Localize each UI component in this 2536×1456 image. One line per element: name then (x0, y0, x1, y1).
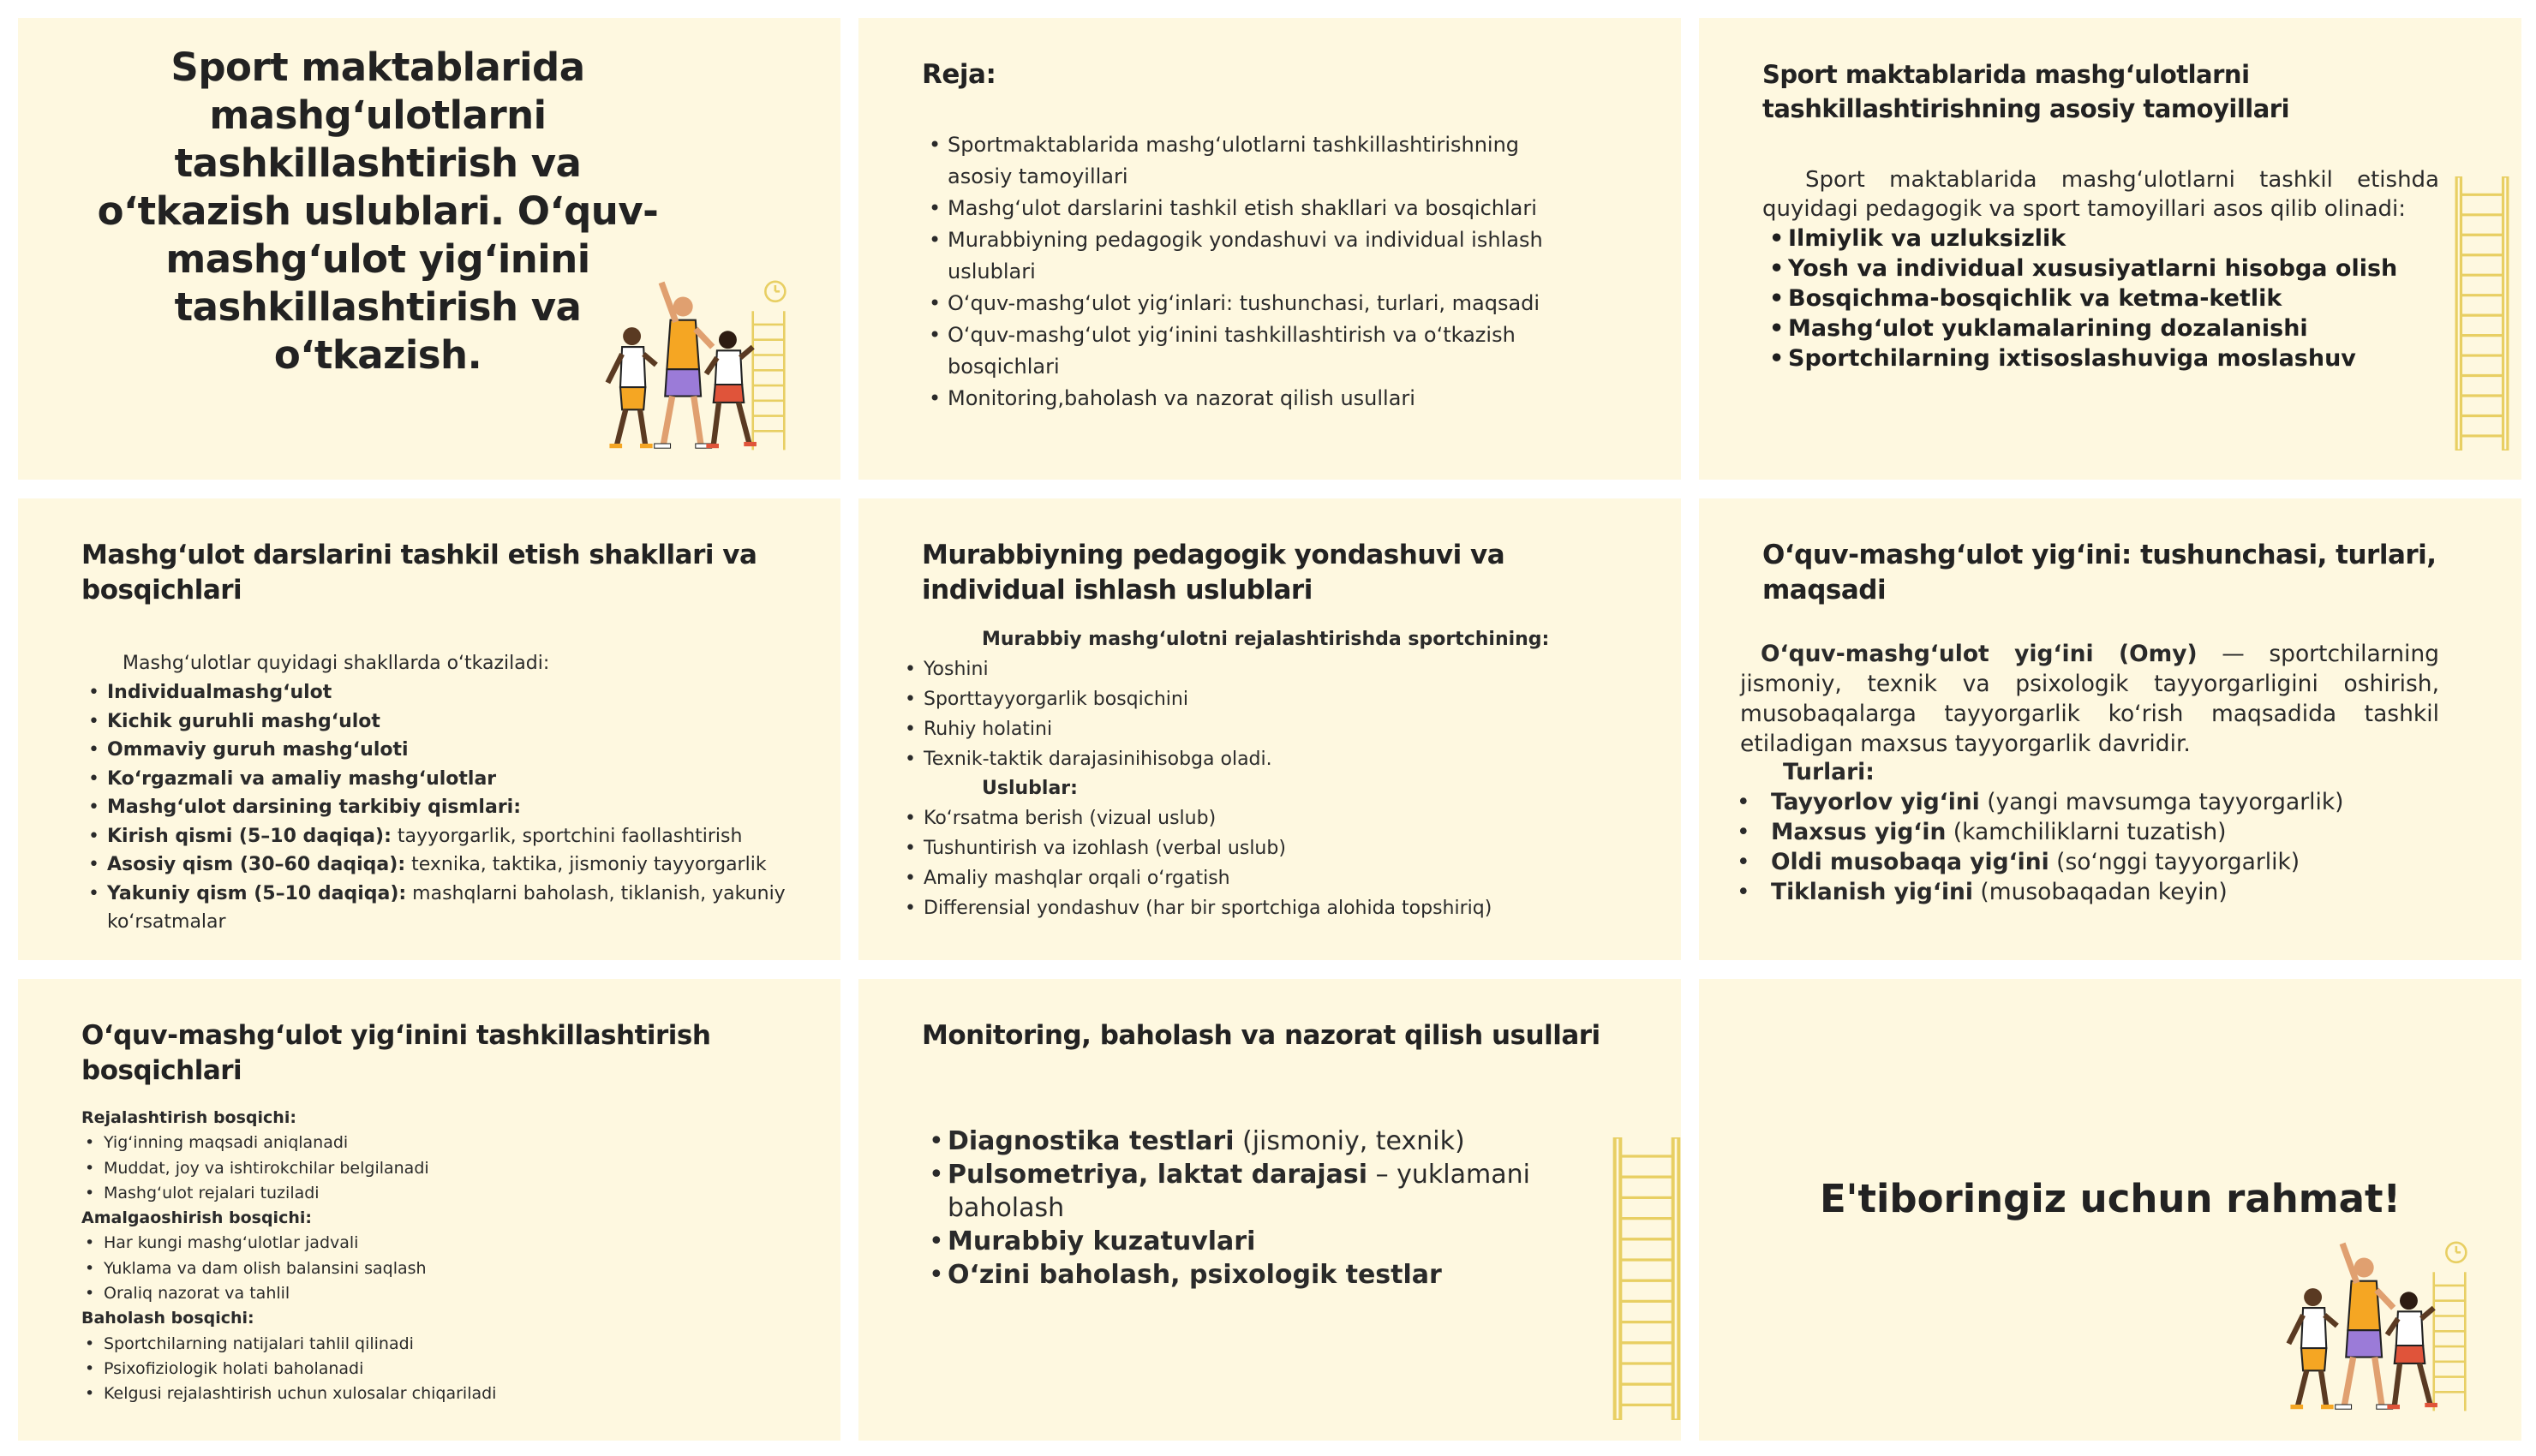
list-item: • Har kungi mashg‘ulotlar jadvali (81, 1231, 784, 1256)
list-item: • O‘zini baholash, psixologik testlar (925, 1258, 1594, 1292)
list-item: • Kelgusi rejalashtirish uchun xulosalar chiqariladi (81, 1381, 784, 1406)
list-item: • Tiklanish yig‘ini (musobaqadan keyin) (1733, 877, 2436, 907)
list-item: • Mashg‘ulot darslarini tashkil etish shakllari va bosqichlari (925, 193, 1576, 224)
slide-5-title: Murabbiyning pedagogik yondashuvi va individual ishlash uslublari (922, 540, 1505, 606)
athletes-illustration (2282, 1236, 2479, 1416)
list-item: • Diagnostika testlari (jismoniy, texnik) (925, 1125, 1594, 1158)
slide-principles[interactable] (1699, 18, 2521, 480)
list-item: • Yuklama va dam olish balansini saqlash (81, 1256, 784, 1281)
list-item: • Pulsometriya, laktat darajasi – yuklamani baholash (925, 1158, 1594, 1225)
stage-label: Rejalashtirish bosqichi: (81, 1108, 296, 1127)
list-item: • Maxsus yig‘in (kamchiliklarni tuzatish) (1733, 817, 2436, 847)
list-item: • Muddat, joy va ishtirokchilar belgilanadi (81, 1156, 784, 1181)
slide-6-title: O‘quv-mashg‘ulot yig‘ini: tushunchasi, turlari, maqsadi (1762, 540, 2437, 606)
principles-list (1766, 224, 2434, 373)
slide-1-title: Sport maktablarida mashg‘ulotlarni tashkillashtirish va o‘tkazish uslublari. O‘quv-mashg‘ulot yig‘inini tashkillashtirish va o‘tkazish. (97, 45, 659, 378)
approach-list-2 (901, 803, 1638, 923)
forms-list (85, 678, 787, 937)
slide-8-title: Monitoring, baholash va nazorat qilish usullari (922, 1020, 1600, 1051)
list-item: • Oldi musobaqa yig‘ini (so‘nggi tayyorgarlik) (1733, 847, 2436, 877)
slide-approach[interactable] (858, 498, 1681, 960)
slide-7-title: O‘quv-mashg‘ulot yig‘inini tashkillashtirish bosqichlari (81, 1020, 711, 1086)
list-item: • Ilmiylik va uzluksizlik (1766, 224, 2434, 254)
slide-plan[interactable] (858, 18, 1681, 480)
stages-content (81, 1106, 784, 1407)
list-item: • Yig‘inning maqsadi aniqlanadi (81, 1131, 784, 1155)
principles-intro: Sport maktablarida mashg‘ulotlarni tashkil etishda quyidagi pedagogik va sport tamoyillari asos qilib olinadi: (1762, 167, 2439, 222)
list-item: • Mashg‘ulot yuklamalarining dozalanishi (1766, 313, 2434, 343)
forms-intro: Mashg‘ulotlar quyidagi shakllarda o‘tkaziladi: (123, 653, 550, 674)
list-item: • Psixofiziologik holati baholanadi (81, 1357, 784, 1381)
stage-label: Amalgaoshirish bosqichi: (81, 1208, 312, 1228)
list-item: • Sportmaktablarida mashg‘ulotlarni tashkillashtirishning asosiy tamoyillari (925, 129, 1576, 193)
list-item: • Yakuniy qism (5–10 daqiqa): mashqlarni baholash, tiklanish, yakuniy ko‘rsatmalar (85, 880, 787, 937)
list-item: • Ruhiy holatini (901, 714, 1604, 744)
list-item: • Yosh va individual xususiyatlarni hisobga olish (1766, 254, 2434, 283)
list-item: • Ko‘rsatma berish (vizual uslub) (901, 803, 1638, 833)
list-item: • Amaliy mashqlar orqali o‘rgatish (901, 863, 1638, 893)
ladder-illustration (1612, 1137, 1681, 1420)
slide-3-title: Sport maktablarida mashg‘ulotlarni tashkillashtirishning asosiy tamoyillari (1762, 60, 2290, 123)
list-item: • Asosiy qism (30–60 daqiqa): texnika, taktika, jismoniy tayyorgarlik (85, 850, 787, 880)
list-item: • Sporttayyorgarlik bosqichini (901, 684, 1604, 714)
approach-list-1 (901, 654, 1604, 774)
list-item: • Yoshini (901, 654, 1604, 684)
athletes-illustration (601, 275, 798, 455)
list-item: • Sportchilarning natijalari tahlil qilinadi (81, 1332, 784, 1357)
methods-subtitle: Uslublar: (982, 778, 1078, 799)
slide-forms[interactable] (18, 498, 840, 960)
camp-types-list (1733, 787, 2436, 907)
slide-camp-concept[interactable] (1699, 498, 2521, 960)
monitoring-list (925, 1125, 1594, 1292)
list-item: • Oraliq nazorat va tahlil (81, 1281, 784, 1306)
slide-camp-stages[interactable] (18, 979, 840, 1441)
camp-types-label: Turlari: (1783, 759, 1875, 785)
list-item: • Murabbiy kuzatuvlari (925, 1225, 1594, 1258)
list-item: • Kichik guruhli mashg‘ulot (85, 707, 787, 737)
slide-monitoring[interactable] (858, 979, 1681, 1441)
list-item: • Differensial yondashuv (har bir sportchiga alohida topshiriq) (901, 893, 1638, 923)
list-item: • O‘quv-mashg‘ulot yig‘inlari: tushunchasi, turlari, maqsadi (925, 288, 1576, 319)
slide-title[interactable] (18, 18, 840, 480)
stage-label: Baholash bosqichi: (81, 1309, 254, 1328)
camp-definition: O‘quv-mashg‘ulot yig‘ini (Omy) — sportchilarning jismoniy, texnik va psixologik tayyorgarligini oshirish, musobaqalarga tayyorgarlik ko‘rish maqsadida tashkil etiladigan maxsus tayyorgarlik davridir. (1740, 641, 2439, 757)
list-item: • Monitoring,baholash va nazorat qilish usullari (925, 383, 1576, 415)
list-item: • Ommaviy guruh mashg‘uloti (85, 736, 787, 765)
list-item: • Murabbiyning pedagogik yondashuvi va individual ishlash uslublari (925, 224, 1576, 288)
list-item: • O‘quv-mashg‘ulot yig‘inini tashkillashtirish va o‘tkazish bosqichlari (925, 319, 1576, 383)
list-item: • Individualmashg‘ulot (85, 678, 787, 707)
slide-thanks[interactable] (1699, 979, 2521, 1441)
list-item: • Tushuntirish va izohlash (verbal uslub) (901, 833, 1638, 863)
ladder-illustration (2455, 176, 2509, 451)
list-item: • Bosqichma-bosqichlik va ketma-ketlik (1766, 283, 2434, 313)
list-item: • Mashg‘ulot rejalari tuziladi (81, 1181, 784, 1206)
plan-list (925, 129, 1576, 415)
slide-9-title: E'tiboringiz uchun rahmat! (1819, 1176, 2401, 1221)
list-item: • Texnik-taktik darajasinihisobga oladi. (901, 744, 1604, 774)
slide-4-title: Mashg‘ulot darslarini tashkil etish shakllari va bosqichlari (81, 540, 757, 606)
list-item: • Kirish qismi (5–10 daqiqa): tayyorgarlik, sportchini faollashtirish (85, 822, 787, 851)
slide-2-title: Reja: (922, 59, 996, 90)
list-item: • Mashg‘ulot darsining tarkibiy qismlari: (85, 793, 787, 822)
list-item: • Sportchilarning ixtisoslashuviga moslashuv (1766, 343, 2434, 373)
approach-subtitle: Murabbiy mashg‘ulotni rejalashtirishda sportchining: (982, 629, 1550, 650)
list-item: • Tayyorlov yig‘ini (yangi mavsumga tayyorgarlik) (1733, 787, 2436, 817)
list-item: • Ko‘rgazmali va amaliy mashg‘ulotlar (85, 765, 787, 794)
